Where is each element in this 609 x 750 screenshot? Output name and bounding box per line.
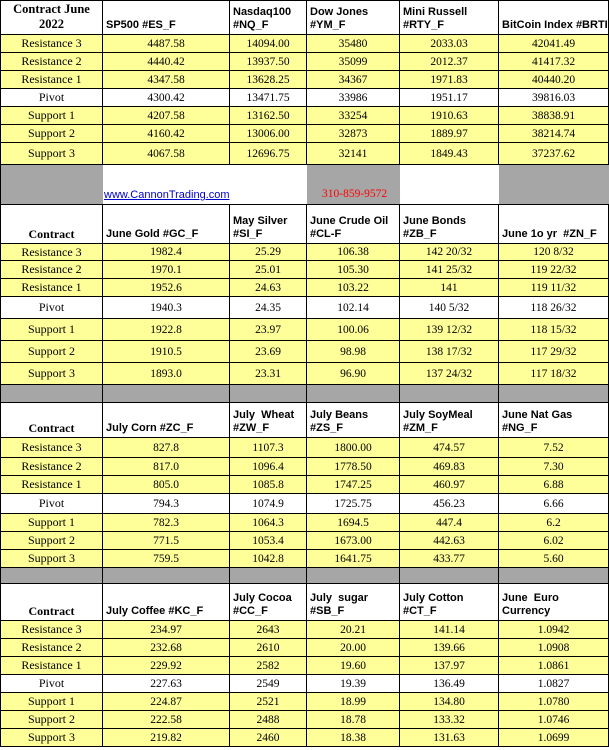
table-cell: 139.66 — [400, 639, 499, 657]
table-cell: 37237.62 — [499, 143, 609, 165]
table-cell: 827.8 — [103, 438, 230, 458]
table-cell: 136.49 — [400, 675, 499, 693]
table-row — [0, 363, 609, 385]
table-cell: 1849.43 — [400, 143, 499, 165]
table-cell: 39816.03 — [499, 89, 609, 107]
table-cell: 1952.6 — [103, 279, 230, 297]
section-1-header — [0, 0, 609, 35]
table-cell: 817.0 — [103, 458, 230, 476]
table-cell: 119 22/32 — [499, 261, 609, 279]
header-col-1: July Coffee #KC_F — [106, 605, 204, 617]
table-cell: 140 5/32 — [400, 297, 499, 319]
table-cell: 141 — [400, 279, 499, 297]
table-cell: 41417.32 — [499, 53, 609, 71]
table-cell: 19.39 — [307, 675, 400, 693]
row-label: Resistance 2 — [0, 261, 103, 279]
table-cell: 794.3 — [103, 494, 230, 514]
table-cell: 4347.58 — [103, 71, 230, 89]
table-cell: 782.3 — [103, 514, 230, 532]
table-row — [0, 319, 609, 341]
table-cell: 4160.42 — [103, 125, 230, 143]
section-4-header — [0, 584, 609, 621]
table-row — [0, 341, 609, 363]
section-2-header — [0, 205, 609, 244]
table-cell: 6.88 — [499, 476, 609, 494]
table-cell: 120 8/32 — [499, 244, 609, 261]
table-row — [0, 458, 609, 476]
table-cell: 102.14 — [307, 297, 400, 319]
table-cell: 18.99 — [307, 693, 400, 711]
table-cell: 1064.3 — [230, 514, 307, 532]
table-cell: 141.14 — [400, 621, 499, 639]
table-cell: 460.97 — [400, 476, 499, 494]
table-cell: 1.0861 — [499, 657, 609, 675]
table-cell: 13937.50 — [230, 53, 307, 71]
row-label: Resistance 2 — [0, 458, 103, 476]
section-3-header — [0, 403, 609, 438]
contact-banner — [0, 165, 609, 205]
row-label: Resistance 1 — [0, 71, 103, 89]
header-col-1: July Corn #ZC_F — [106, 422, 194, 434]
table-cell: 1641.75 — [307, 550, 400, 568]
table-cell: 1893.0 — [103, 363, 230, 385]
table-cell: 2460 — [230, 729, 307, 747]
table-cell: 38214.74 — [499, 125, 609, 143]
table-cell: 25.01 — [230, 261, 307, 279]
table-cell: 117 18/32 — [499, 363, 609, 385]
table-cell: 219.82 — [103, 729, 230, 747]
table-cell: 138 17/32 — [400, 341, 499, 363]
table-cell: 1778.50 — [307, 458, 400, 476]
table-cell: 1085.8 — [230, 476, 307, 494]
row-label: Support 1 — [0, 319, 103, 341]
table-cell: 1107.3 — [230, 438, 307, 458]
table-cell: 12696.75 — [230, 143, 307, 165]
table-cell: 42041.49 — [499, 35, 609, 53]
table-cell: 433.77 — [400, 550, 499, 568]
row-label: Pivot — [0, 675, 103, 693]
row-label: Resistance 3 — [0, 438, 103, 458]
table-cell: 119 11/32 — [499, 279, 609, 297]
table-cell: 24.35 — [230, 297, 307, 319]
section-divider — [0, 568, 609, 584]
table-row — [0, 532, 609, 550]
row-label: Resistance 3 — [0, 621, 103, 639]
table-row — [0, 71, 609, 89]
table-cell: 7.30 — [499, 458, 609, 476]
row-label: Support 3 — [0, 729, 103, 747]
header-col-3: Dow Jones #YM_F — [310, 6, 369, 31]
table-cell: 224.87 — [103, 693, 230, 711]
header-contract-month: Contract June 2022 — [13, 2, 90, 31]
header-col-3: July Beans #ZS_F — [310, 409, 369, 434]
table-cell: 106.38 — [307, 244, 400, 261]
table-cell: 447.4 — [400, 514, 499, 532]
table-cell: 1673.00 — [307, 532, 400, 550]
website-link[interactable]: www.CannonTrading.com — [104, 189, 230, 201]
table-cell: 2488 — [230, 711, 307, 729]
table-cell: 4067.58 — [103, 143, 230, 165]
table-cell: 23.31 — [230, 363, 307, 385]
table-cell: 6.2 — [499, 514, 609, 532]
table-cell: 142 20/32 — [400, 244, 499, 261]
table-cell: 1.0746 — [499, 711, 609, 729]
header-col-5: June 1o yr #ZN_F — [502, 228, 597, 240]
table-cell: 18.38 — [307, 729, 400, 747]
header-col-4: Mini Russell #RTY_F — [403, 6, 468, 31]
table-cell: 442.63 — [400, 532, 499, 550]
table-cell: 4440.42 — [103, 53, 230, 71]
table-cell: 1940.3 — [103, 297, 230, 319]
table-row — [0, 125, 609, 143]
header-col-4: July Cotton #CT_F — [403, 592, 464, 617]
row-label: Pivot — [0, 297, 103, 319]
header-col-4: July SoyMeal #ZM_F — [403, 409, 473, 434]
table-cell: 1982.4 — [103, 244, 230, 261]
table-row — [0, 476, 609, 494]
table-cell: 229.92 — [103, 657, 230, 675]
table-cell: 6.02 — [499, 532, 609, 550]
header-col-1: June Gold #GC_F — [106, 228, 199, 240]
table-cell: 4487.58 — [103, 35, 230, 53]
table-row — [0, 107, 609, 125]
table-cell: 131.63 — [400, 729, 499, 747]
table-cell: 6.66 — [499, 494, 609, 514]
table-cell: 13628.25 — [230, 71, 307, 89]
table-cell: 759.5 — [103, 550, 230, 568]
table-cell: 2610 — [230, 639, 307, 657]
table-row — [0, 261, 609, 279]
table-cell: 469.83 — [400, 458, 499, 476]
table-cell: 33986 — [307, 89, 400, 107]
table-cell: 1.0908 — [499, 639, 609, 657]
table-row — [0, 514, 609, 532]
table-cell: 1042.8 — [230, 550, 307, 568]
table-cell: 456.23 — [400, 494, 499, 514]
table-cell: 2521 — [230, 693, 307, 711]
row-label: Support 2 — [0, 711, 103, 729]
table-cell: 5.60 — [499, 550, 609, 568]
row-label: Support 1 — [0, 107, 103, 125]
table-cell: 1800.00 — [307, 438, 400, 458]
table-cell: 105.30 — [307, 261, 400, 279]
row-label: Support 3 — [0, 143, 103, 165]
table-cell: 1922.8 — [103, 319, 230, 341]
table-cell: 13006.00 — [230, 125, 307, 143]
table-row — [0, 438, 609, 458]
table-row — [0, 494, 609, 514]
table-cell: 23.69 — [230, 341, 307, 363]
table-cell: 141 25/32 — [400, 261, 499, 279]
table-cell: 14094.00 — [230, 35, 307, 53]
header-col-5: June Euro Currency — [502, 592, 559, 617]
table-cell: 13162.50 — [230, 107, 307, 125]
table-row — [0, 279, 609, 297]
table-cell: 1889.97 — [400, 125, 499, 143]
row-label: Resistance 2 — [0, 53, 103, 71]
table-cell: 133.32 — [400, 711, 499, 729]
table-cell: 34367 — [307, 71, 400, 89]
header-col-2: July Cocoa #CC_F — [233, 592, 292, 617]
table-cell: 18.78 — [307, 711, 400, 729]
table-cell: 32873 — [307, 125, 400, 143]
header-contract: Contract — [28, 604, 75, 618]
row-label: Support 1 — [0, 693, 103, 711]
table-cell: 25.29 — [230, 244, 307, 261]
table-cell: 38838.91 — [499, 107, 609, 125]
table-row — [0, 89, 609, 107]
header-col-3: June Crude Oil #CL-F — [310, 215, 389, 240]
table-cell: 1694.5 — [307, 514, 400, 532]
table-cell: 13471.75 — [230, 89, 307, 107]
table-cell: 227.63 — [103, 675, 230, 693]
table-cell: 1.0780 — [499, 693, 609, 711]
row-label: Pivot — [0, 89, 103, 107]
table-cell: 1.0699 — [499, 729, 609, 747]
table-row — [0, 297, 609, 319]
table-cell: 117 29/32 — [499, 341, 609, 363]
table-row — [0, 550, 609, 568]
table-cell: 232.68 — [103, 639, 230, 657]
table-cell: 1910.63 — [400, 107, 499, 125]
table-row — [0, 244, 609, 261]
header-col-2: May Silver #SI_F — [233, 215, 288, 240]
table-cell: 474.57 — [400, 438, 499, 458]
table-cell: 1970.1 — [103, 261, 230, 279]
table-cell: 1747.25 — [307, 476, 400, 494]
table-cell: 96.90 — [307, 363, 400, 385]
table-row — [0, 693, 609, 711]
row-label: Support 3 — [0, 363, 103, 385]
table-cell: 23.97 — [230, 319, 307, 341]
header-contract: Contract — [28, 227, 75, 241]
table-cell: 2033.03 — [400, 35, 499, 53]
table-cell: 32141 — [307, 143, 400, 165]
table-cell: 103.22 — [307, 279, 400, 297]
table-cell: 134.80 — [400, 693, 499, 711]
row-label: Resistance 3 — [0, 35, 103, 53]
table-cell: 19.60 — [307, 657, 400, 675]
row-label: Resistance 3 — [0, 244, 103, 261]
header-contract: Contract — [28, 421, 75, 435]
table-cell: 20.21 — [307, 621, 400, 639]
section-divider — [0, 385, 609, 403]
table-row — [0, 729, 609, 747]
row-label: Resistance 1 — [0, 657, 103, 675]
table-cell: 771.5 — [103, 532, 230, 550]
table-cell: 222.58 — [103, 711, 230, 729]
table-cell: 1.0942 — [499, 621, 609, 639]
row-label: Support 2 — [0, 532, 103, 550]
header-col-5: June Nat Gas #NG_F — [502, 409, 573, 434]
header-col-4: June Bonds #ZB_F — [403, 215, 466, 240]
table-cell: 118 26/32 — [499, 297, 609, 319]
table-cell: 40440.20 — [499, 71, 609, 89]
table-cell: 35099 — [307, 53, 400, 71]
table-cell: 100.06 — [307, 319, 400, 341]
row-label: Resistance 1 — [0, 279, 103, 297]
table-cell: 137 24/32 — [400, 363, 499, 385]
table-cell: 139 12/32 — [400, 319, 499, 341]
table-cell: 1096.4 — [230, 458, 307, 476]
row-label: Support 2 — [0, 341, 103, 363]
table-row — [0, 639, 609, 657]
table-cell: 118 15/32 — [499, 319, 609, 341]
table-cell: 805.0 — [103, 476, 230, 494]
header-col-2: Nasdaq100 #NQ_F — [233, 6, 292, 31]
table-cell: 137.97 — [400, 657, 499, 675]
table-row — [0, 657, 609, 675]
table-row — [0, 711, 609, 729]
phone-number: 310-859-9572 — [322, 188, 388, 200]
row-label: Support 3 — [0, 550, 103, 568]
table-cell: 1053.4 — [230, 532, 307, 550]
table-cell: 234.97 — [103, 621, 230, 639]
row-label: Pivot — [0, 494, 103, 514]
table-row — [0, 621, 609, 639]
table-cell: 33254 — [307, 107, 400, 125]
table-cell: 1074.9 — [230, 494, 307, 514]
row-label: Resistance 2 — [0, 639, 103, 657]
table-row — [0, 53, 609, 71]
table-cell: 4300.42 — [103, 89, 230, 107]
header-col-2: July Wheat #ZW_F — [233, 409, 295, 434]
table-cell: 2549 — [230, 675, 307, 693]
table-cell: 20.00 — [307, 639, 400, 657]
table-cell: 98.98 — [307, 341, 400, 363]
row-label: Support 1 — [0, 514, 103, 532]
table-cell: 2643 — [230, 621, 307, 639]
table-cell: 1951.17 — [400, 89, 499, 107]
table-cell: 2012.37 — [400, 53, 499, 71]
table-cell: 1910.5 — [103, 341, 230, 363]
table-cell: 7.52 — [499, 438, 609, 458]
table-cell: 24.63 — [230, 279, 307, 297]
table-row — [0, 35, 609, 53]
row-label: Support 2 — [0, 125, 103, 143]
table-row — [0, 143, 609, 165]
row-label: Resistance 1 — [0, 476, 103, 494]
header-col-5: BitCoin Index #BRTI — [502, 19, 608, 31]
header-col-1: SP500 #ES_F — [106, 19, 176, 31]
table-cell: 35480 — [307, 35, 400, 53]
table-cell: 1.0827 — [499, 675, 609, 693]
header-col-3: July sugar #SB_F — [310, 592, 369, 617]
table-cell: 4207.58 — [103, 107, 230, 125]
table-row — [0, 675, 609, 693]
table-cell: 1971.83 — [400, 71, 499, 89]
table-cell: 2582 — [230, 657, 307, 675]
table-cell: 1725.75 — [307, 494, 400, 514]
